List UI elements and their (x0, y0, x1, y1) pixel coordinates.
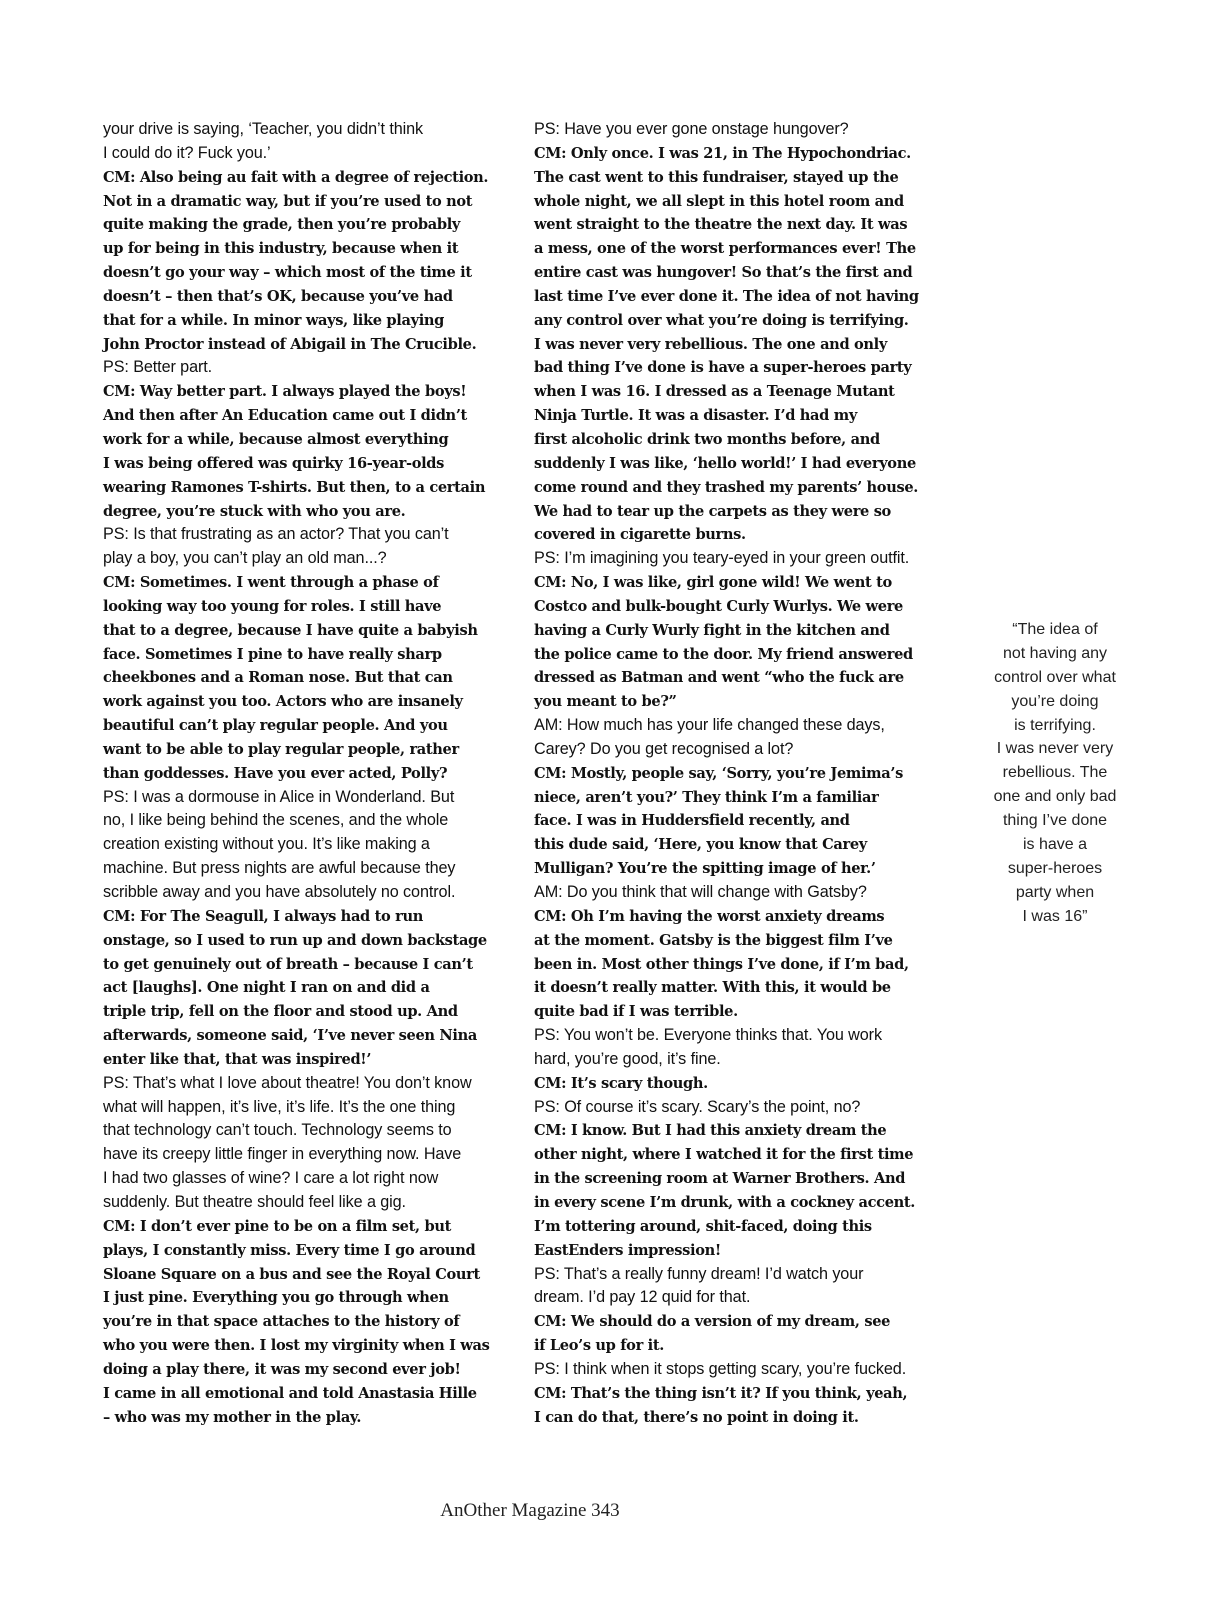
answer-line: the police came to the door. My friend answered (534, 645, 913, 663)
pull-quote-line: not having any (1002, 644, 1108, 662)
answer-line: suddenly I was like, ‘hello world!’ I had everyone (534, 454, 916, 472)
answer-line: want to be able to play regular people, rather (103, 740, 459, 758)
question-line: AM: Do you think that will change with Gatsby? (534, 883, 867, 901)
question-line: PS: That’s what I love about theatre! You don’t know (103, 1073, 472, 1092)
question-line: hard, you’re good, it’s fine. (534, 1049, 721, 1068)
answer-line: CM: We should do a version of my dream, see (534, 1313, 891, 1331)
answer-line: doesn’t – then that’s OK, because you’ve had (103, 287, 453, 305)
answer-line: been in. Most other things I’ve done, if I’m bad, (534, 955, 909, 973)
answer-line: EastEnders impression! (534, 1241, 721, 1259)
answer-line: We had to tear up the carpets as they were so (534, 502, 891, 520)
page-footer: AnOther Magazine 343 (440, 1500, 620, 1521)
answer-line: work for a while, because almost everything (103, 430, 449, 448)
answer-line: John Proctor instead of Abigail in The Crucible. (103, 335, 477, 353)
answer-line: face. Sometimes I pine to have really sharp (103, 645, 442, 663)
answer-line: I just pine. Everything you go through when (103, 1289, 449, 1307)
question-line: PS: Of course it’s scary. Scary’s the point, no? (534, 1097, 861, 1116)
answer-line: last time I’ve ever done it. The idea of not having (534, 287, 919, 305)
answer-line: CM: Mostly, people say, ‘Sorry, you’re Jemima’s (534, 764, 903, 782)
answer-line: CM: Oh I’m having the worst anxiety dreams (534, 907, 885, 925)
answer-line: doesn’t go your way – which most of the time it (103, 264, 472, 282)
pull-quote (975, 618, 1135, 929)
pull-quote-line: control over what (994, 668, 1116, 686)
answer-line: come round and they trashed my parents’ house. (534, 478, 918, 496)
question-line: play a boy, you can’t play an old man...? (103, 549, 387, 568)
answer-line: Sloane Square on a bus and see the Royal Court (103, 1265, 480, 1283)
pull-quote-line: is terrifying. (1014, 716, 1096, 734)
pull-quote-line: rebellious. The (1002, 764, 1108, 782)
question-line: PS: Better part. (103, 358, 213, 377)
answer-line: CM: Way better part. I always played the boys! (103, 383, 467, 401)
answer-line: CM: Also being au fait with a degree of rejection. (103, 168, 489, 186)
answer-line: at the moment. Gatsby is the biggest film I’ve (534, 931, 893, 949)
answer-line: covered in cigarette burns. (534, 526, 746, 544)
answer-line: CM: It’s scary though. (534, 1074, 708, 1092)
answer-line: a mess, one of the worst performances ever! The (534, 240, 916, 258)
pull-quote-line: I was never very (996, 740, 1114, 758)
answer-line: niece, aren’t you?’ They think I’m a familiar (534, 788, 879, 806)
answer-line: triple trip, fell on the floor and stood up. And (103, 1003, 458, 1021)
answer-line: bad thing I’ve done is have a super-heroes party (534, 359, 912, 377)
question-line: PS: Is that frustrating as an actor? That you can’t (103, 525, 449, 544)
answer-line: beautiful can’t play regular people. And you (103, 717, 448, 735)
answer-line: I was being offered was quirky 16-year-olds (103, 454, 445, 472)
answer-line: if Leo’s up for it. (534, 1337, 664, 1355)
question-line: Carey? Do you get recognised a lot? (534, 739, 794, 758)
answer-line: CM: That’s the thing isn’t it? If you think, yeah, (534, 1384, 908, 1402)
question-line: suddenly. But theatre should feel like a gig. (103, 1192, 406, 1211)
pull-quote-line: “The idea of (1012, 621, 1098, 638)
answer-line: that to a degree, because I have quite a babyish (103, 621, 478, 639)
answer-line: plays, I constantly miss. Every time I go around (103, 1241, 476, 1259)
question-line: your drive is saying, ‘Teacher, you didn’t think (103, 120, 424, 138)
pull-quote-line: thing I’ve done (1002, 812, 1108, 830)
answer-line: in every scene I’m drunk, with a cockney accent. (534, 1193, 916, 1211)
question-line: PS: Have you ever gone onstage hungover? (534, 120, 849, 138)
answer-line: Mulligan? You’re the spitting image of her.’ (534, 860, 876, 878)
answer-line: act [laughs]. One night I ran on and did a (103, 979, 430, 997)
question-line: what will happen, it’s live, it’s life. It’s the one thing (103, 1097, 456, 1116)
answer-line: – who was my mother in the play. (103, 1408, 362, 1426)
article-column-right (534, 118, 964, 1429)
answer-line: afterwards, someone said, ‘I’ve never seen Nina (103, 1027, 477, 1045)
question-line: no, I like being behind the scenes, and the whole (103, 811, 449, 830)
answer-line: having a Curly Wurly fight in the kitchen and (534, 621, 890, 639)
answer-line: went straight to the theatre the next day. It was (534, 216, 908, 234)
pull-quote-line: you’re doing (1011, 692, 1099, 710)
answer-line: whole night, we all slept in this hotel room and (534, 192, 904, 210)
answer-line: who you were then. I lost my virginity when I was (103, 1337, 490, 1355)
answer-line: Ninja Turtle. It was a disaster. I’d had my (534, 407, 857, 425)
answer-line: entire cast was hungover! So that’s the first and (534, 264, 913, 282)
answer-line: other night, where I watched it for the first time (534, 1146, 914, 1164)
answer-line: to get genuinely out of breath – because I can’t (103, 955, 473, 973)
pull-quote-line: is have a (1022, 836, 1088, 854)
question-line: that technology can’t touch. Technology seems to (103, 1121, 452, 1140)
answer-line: than goddesses. Have you ever acted, Polly? (103, 764, 448, 782)
answer-line: CM: I know. But I had this anxiety dream the (534, 1122, 887, 1140)
question-line: creation existing without you. It’s like making a (103, 835, 430, 854)
answer-line: you meant to be?” (534, 693, 677, 711)
question-line: have its creepy little finger in everything now. Have (103, 1145, 462, 1164)
question-line: AM: How much has your life changed these days, (534, 716, 885, 735)
answer-line: enter like that, that was inspired!’ (103, 1050, 372, 1068)
answer-line: I’m tottering around, shit-faced, doing this (534, 1217, 872, 1235)
answer-line: Costco and bulk-bought Curly Wurlys. We were (534, 597, 903, 615)
answer-line: that for a while. In minor ways, like playing (103, 311, 445, 329)
answer-line: I came in all emotional and told Anastasia Hille (103, 1384, 477, 1402)
question-line: PS: I was a dormouse in Alice in Wonderland. But (103, 787, 455, 806)
answer-line: first alcoholic drink two months before, and (534, 430, 880, 448)
answer-line: any control over what you’re doing is terrifying. (534, 311, 909, 329)
answer-line: work against you too. Actors who are insanely (103, 693, 463, 711)
pull-quote-line: one and only bad (993, 788, 1117, 806)
answer-line: I can do that, there’s no point in doing it. (534, 1408, 859, 1426)
answer-line: face. I was in Huddersfield recently, and (534, 812, 850, 830)
answer-line: up for being in this industry, because when it (103, 240, 459, 258)
question-line: PS: You won’t be. Everyone thinks that. You work (534, 1026, 882, 1045)
answer-line: cheekbones and a Roman nose. But that can (103, 669, 453, 687)
question-line: PS: I’m imagining you teary-eyed in your green outfit. (534, 549, 910, 568)
answer-line: in the screening room at Warner Brothers. And (534, 1170, 906, 1188)
answer-line: CM: I don’t ever pine to be on a film set, but (103, 1217, 451, 1235)
question-line: PS: I think when it stops getting scary, you’re fucked. (534, 1359, 907, 1378)
answer-line: onstage, so I used to run up and down backstage (103, 931, 487, 949)
answer-line: And then after An Education came out I didn’t (103, 407, 467, 425)
answer-line: The cast went to this fundraiser, stayed up the (534, 168, 899, 186)
answer-line: it doesn’t really matter. With this, it would be (534, 979, 891, 997)
question-line: scribble away and you have absolutely no control. (103, 883, 456, 901)
answer-line: CM: Only once. I was 21, in The Hypochondriac. (534, 144, 911, 162)
answer-line: CM: For The Seagull, I always had to run (103, 907, 424, 925)
question-line: I could do it? Fuck you.’ (103, 143, 271, 162)
answer-line: this dude said, ‘Here, you know that Carey (534, 836, 867, 854)
pull-quote-line: I was 16” (1022, 907, 1088, 925)
article-column-left (103, 118, 528, 1429)
answer-line: degree, you’re stuck with who you are. (103, 502, 406, 520)
question-line: machine. But press nights are awful because they (103, 859, 456, 878)
question-line: I had two glasses of wine? I care a lot right now (103, 1169, 439, 1188)
answer-line: I was never very rebellious. The one and only (534, 335, 887, 353)
answer-line: wearing Ramones T-shirts. But then, to a certain (103, 478, 486, 496)
answer-line: you’re in that space attaches to the history of (103, 1313, 460, 1331)
answer-line: doing a play there, it was my second ever job! (103, 1360, 461, 1378)
question-line: dream. I’d pay 12 quid for that. (534, 1288, 751, 1307)
answer-line: looking way too young for roles. I still have (103, 597, 442, 615)
answer-line: quite making the grade, then you’re probably (103, 216, 461, 234)
pull-quote-line: super-heroes (1007, 859, 1103, 877)
answer-line: CM: Sometimes. I went through a phase of (103, 574, 439, 592)
question-line: PS: That’s a really funny dream! I’d watch your (534, 1264, 864, 1283)
answer-line: quite bad if I was terrible. (534, 1003, 738, 1021)
answer-line: dressed as Batman and went “who the fuck are (534, 669, 904, 687)
answer-line: CM: No, I was like, girl gone wild! We went to (534, 574, 892, 592)
answer-line: Not in a dramatic way, but if you’re used to not (103, 192, 473, 210)
answer-line: when I was 16. I dressed as a Teenage Mutant (534, 383, 895, 401)
pull-quote-line: party when (1015, 883, 1095, 901)
